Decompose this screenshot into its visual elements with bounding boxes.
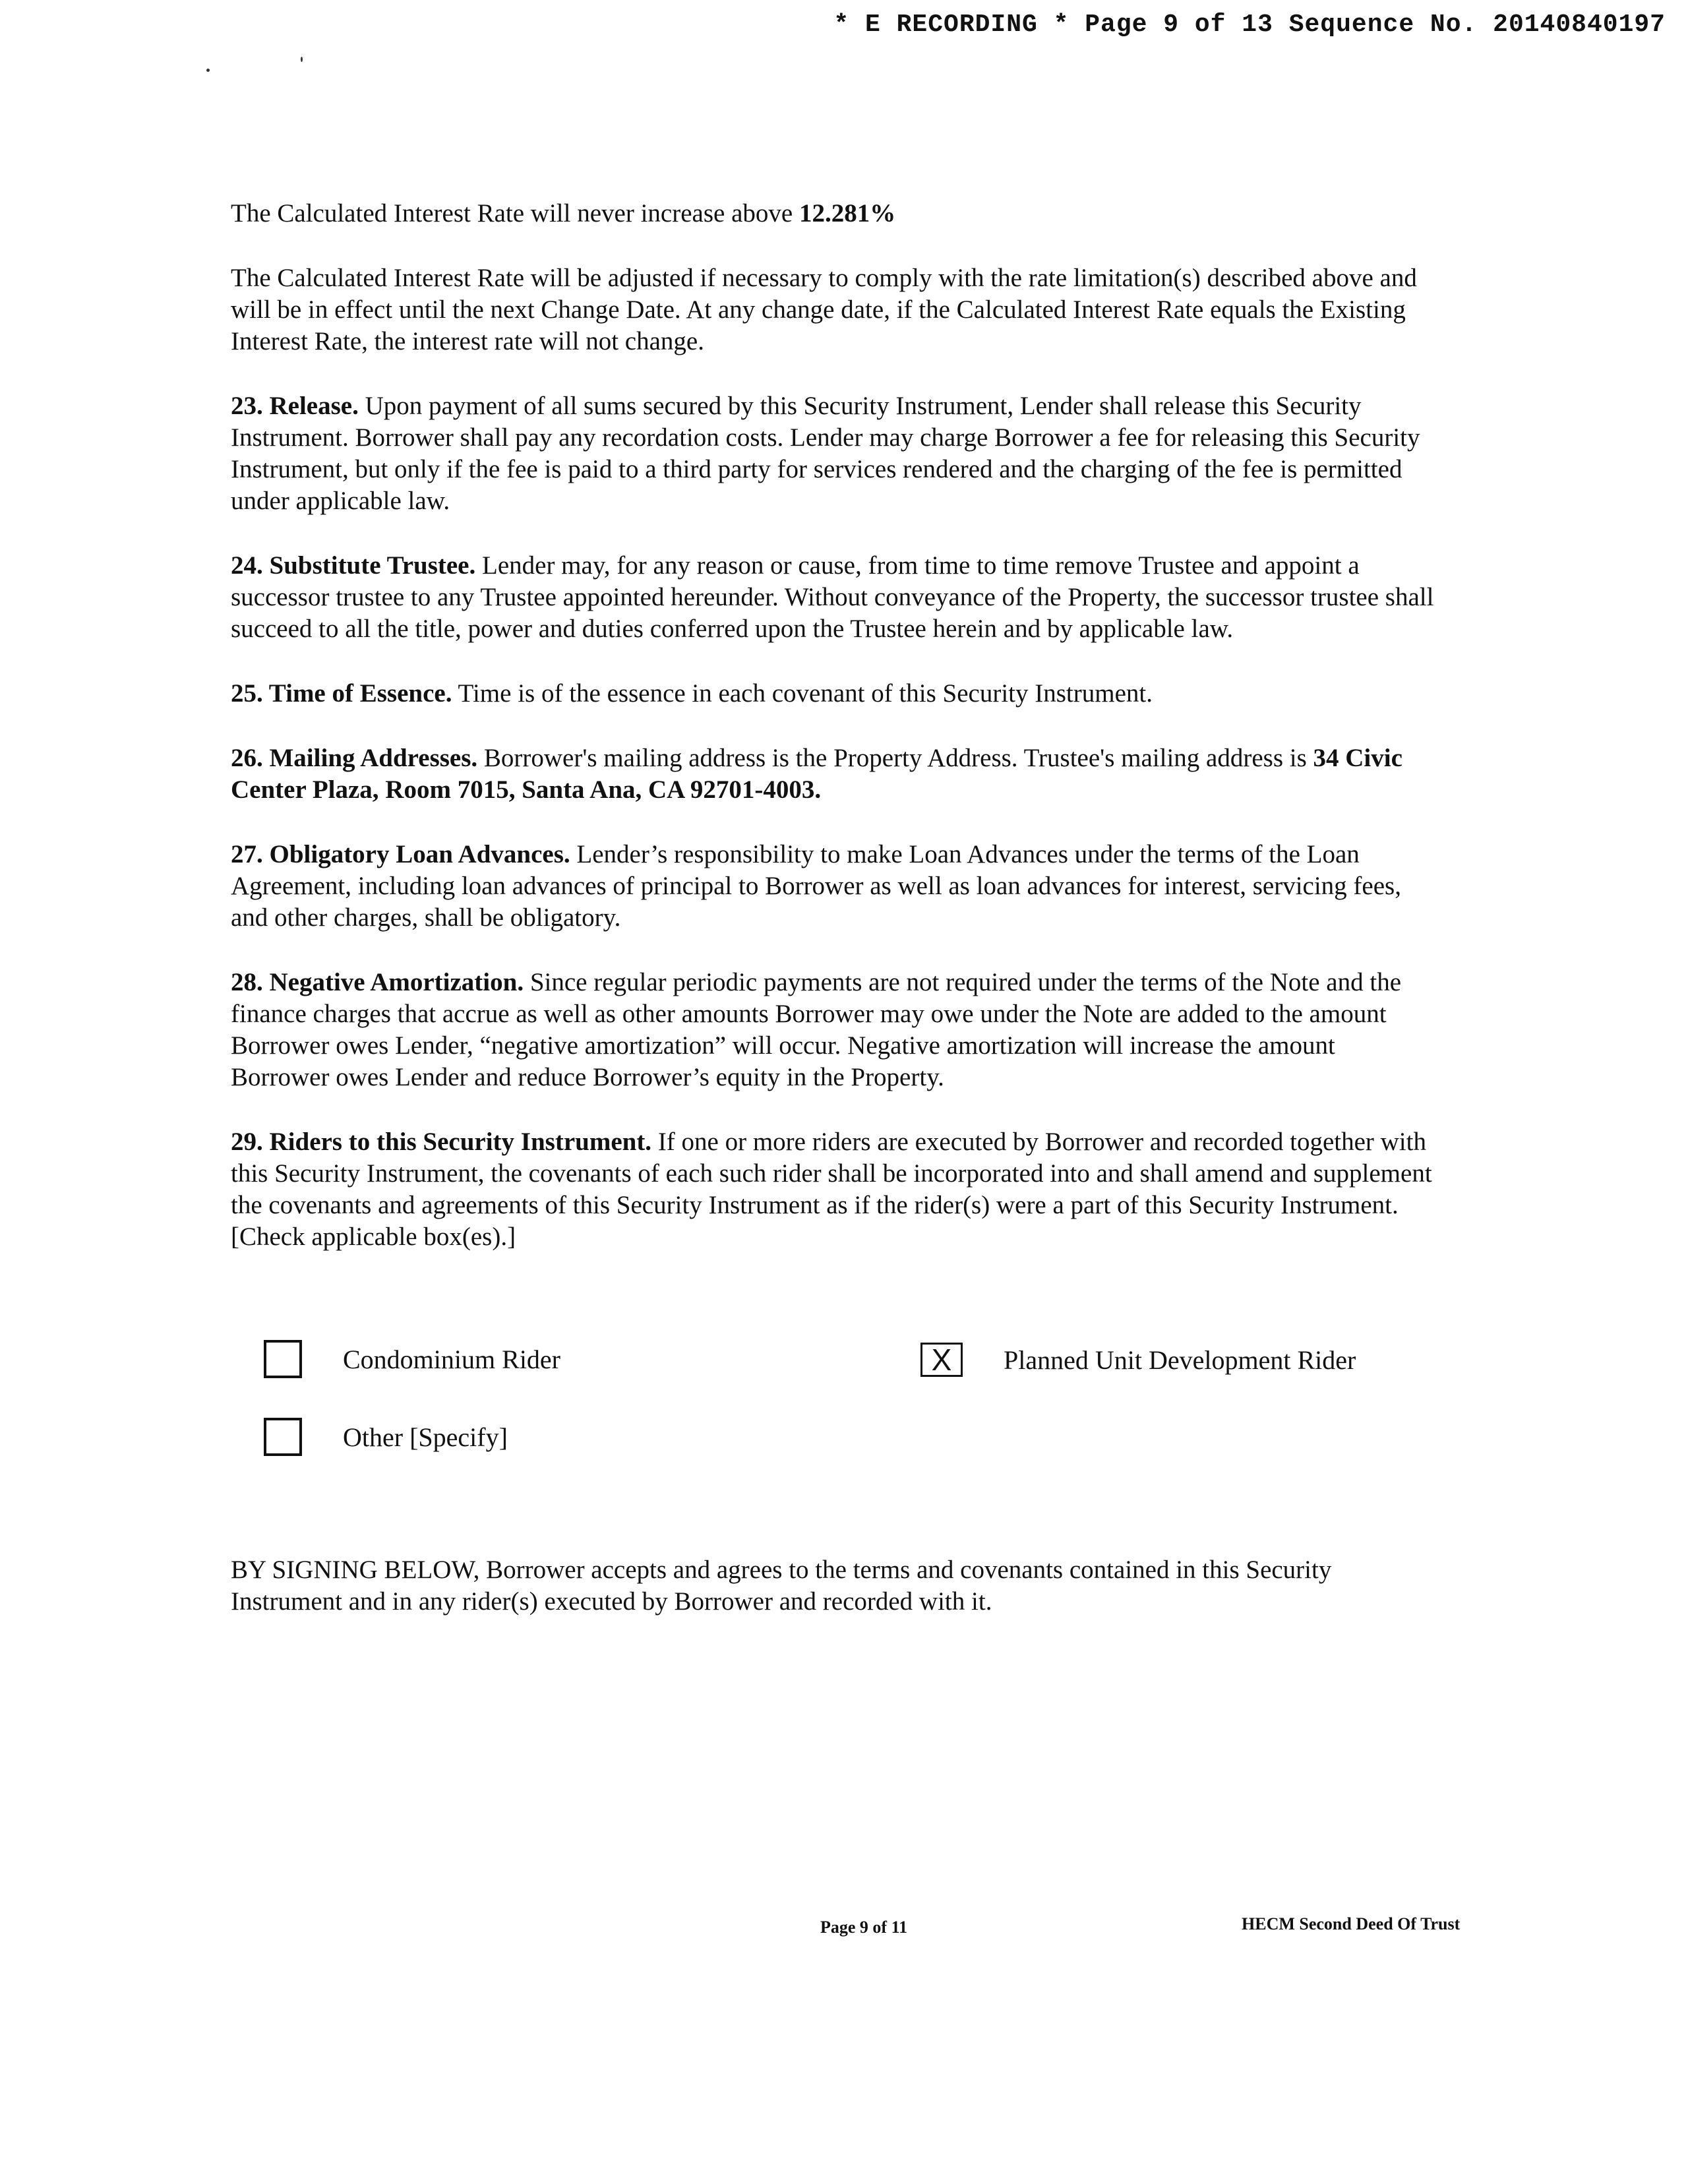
section-heading: 29. Riders to this Security Instrument.	[231, 1128, 652, 1156]
rate-cap-value: 12.281%	[799, 199, 896, 228]
other-rider-label: Other [Specify]	[343, 1422, 508, 1452]
section-heading: 23. Release.	[231, 392, 359, 420]
rate-adjust-paragraph: The Calculated Interest Rate will be adjusted if necessary to comply with the rate limitation(s) described above and will be in effect until the next Change Date. At any change date, if the Calculated Interest Rate equals the Existing Interest Rate, the interest rate will not change.	[231, 264, 1417, 355]
footer-page-number: Page 9 of 11	[820, 1918, 908, 1937]
section-text: Lender’s responsibility to make Loan Advances under the terms of the Loan Agreement, including loan advances of principal to Borrower as well as loan advances for interest, servicing fees, and other charges, shall be obligatory.	[231, 840, 1401, 932]
section-23-release	[231, 390, 1437, 517]
other-rider-checkbox[interactable]	[264, 1418, 302, 1456]
section-text: Lender may, for any reason or cause, from time to time remove Trustee and appoint a successor trustee to any Trustee appointed hereunder. Without conveyance of the Property, the successor trustee shall succeed to all the title, power and duties conferred upon the Trustee herein and by applicable law.	[231, 551, 1434, 643]
recording-header: * E RECORDING * Page 9 of 13 Sequence No. 20140840197	[833, 11, 1666, 39]
scan-speck	[301, 57, 303, 62]
rate-cap-paragraph	[231, 198, 1437, 229]
section-heading: 26. Mailing Addresses.	[231, 744, 478, 772]
section-26-mailing-addresses	[231, 743, 1437, 806]
section-heading: 25. Time of Essence.	[231, 679, 452, 708]
section-heading: 24. Substitute Trustee.	[231, 551, 476, 580]
section-text: Since regular periodic payments are not required under the terms of the Note and the finance charges that accrue as well as other amounts Borrower may owe under the Note are added to the amount Borrower owes Lender, “negative amortization” will occur. Negative amortization will increase the amount Borrower owes Lender and reduce Borrower’s equity in the Property.	[231, 968, 1402, 1091]
section-25-time-of-essence	[231, 678, 1437, 710]
pud-rider-checkbox[interactable]: X	[920, 1343, 963, 1377]
rate-cap-text: The Calculated Interest Rate will never increase above	[231, 199, 799, 228]
condominium-rider-checkbox[interactable]	[264, 1340, 302, 1378]
trustee-address: 34 Civic Center Plaza, Room 7015, Santa Ana, CA 92701-4003.	[231, 744, 1402, 804]
condominium-rider-label: Condominium Rider	[343, 1344, 560, 1374]
document-body	[231, 198, 1437, 1286]
section-29-riders	[231, 1126, 1437, 1253]
section-heading: 27. Obligatory Loan Advances.	[231, 840, 570, 868]
section-24-substitute-trustee	[231, 550, 1437, 645]
scan-speck	[206, 69, 210, 72]
signing-statement: BY SIGNING BELOW, Borrower accepts and agrees to the terms and covenants contained in this Security Instrument and in any rider(s) executed by Borrower and recorded with it.	[231, 1556, 1332, 1616]
section-text: Borrower's mailing address is the Property Address. Trustee's mailing address is	[477, 744, 1313, 772]
section-27-obligatory-advances	[231, 839, 1437, 934]
pud-rider-option	[920, 1343, 1356, 1377]
condominium-rider-option	[264, 1340, 560, 1378]
footer-document-title: HECM Second Deed Of Trust	[1242, 1914, 1461, 1933]
section-text: Time is of the essence in each covenant of this Security Instrument.	[452, 679, 1153, 708]
pud-rider-label: Planned Unit Development Rider	[1004, 1345, 1356, 1375]
section-text: Upon payment of all sums secured by this Security Instrument, Lender shall release this Security Instrument. Borrower shall pay any recordation costs. Lender may charge Borrower a fee for releasing this Security Instrument, but only if the fee is paid to a third party for services rendered and the charging of the fee is permitted under applicable law.	[231, 392, 1420, 515]
section-text: If one or more riders are executed by Borrower and recorded together with this Security Instrument, the covenants of each such rider shall be incorporated into and shall amend and supplement the covenants and agreements of this Security Instrument as if the rider(s) were a part of this Security Instrument. [Check applicable box(es).]	[231, 1128, 1432, 1251]
section-heading: 28. Negative Amortization.	[231, 968, 524, 996]
rider-checkboxes	[264, 1340, 1451, 1485]
other-rider-option	[264, 1418, 508, 1456]
section-28-negative-amortization	[231, 967, 1437, 1093]
